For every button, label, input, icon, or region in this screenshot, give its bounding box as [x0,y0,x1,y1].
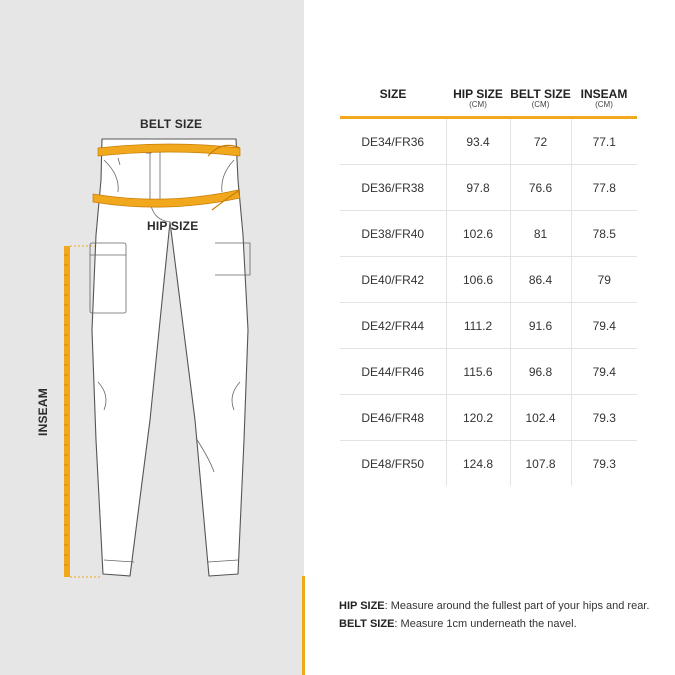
pants-illustration [0,0,304,675]
cell-hip: 93.4 [446,118,510,165]
header-size: SIZE [379,87,407,101]
cell-size: DE48/FR50 [361,456,425,471]
cell-hip: 115.6 [446,349,510,395]
hip-note-text: : Measure around the fullest part of your hips and rear. [384,600,650,612]
cell-hip: 106.6 [446,257,510,303]
cell-size: DE40/FR42 [361,272,425,287]
cell-belt: 96.8 [510,349,571,395]
table-row [340,395,637,441]
table-row [340,349,637,395]
accent-divider [302,576,305,675]
table-row [340,441,637,487]
cell-size: DE44/FR46 [361,364,425,379]
measurement-notes [339,597,659,633]
table-row [340,257,637,303]
cell-belt: 86.4 [510,257,571,303]
cell-belt: 81 [510,211,571,257]
cell-belt: 107.8 [510,441,571,487]
cell-belt: 102.4 [510,395,571,441]
header-hip-size: HIP SIZE (CM) [453,87,503,109]
cell-hip: 102.6 [446,211,510,257]
cell-belt: 76.6 [510,165,571,211]
cell-hip: 124.8 [446,441,510,487]
hip-size-label: HIP SIZE [147,219,199,233]
cell-inseam: 79.3 [571,441,637,487]
cell-inseam: 79.4 [571,303,637,349]
hip-note [339,597,659,615]
table-row [340,211,637,257]
cell-inseam: 78.5 [571,211,637,257]
belt-note-term: BELT SIZE [339,618,395,630]
cell-size: DE42/FR44 [361,318,425,333]
cell-hip: 97.8 [446,165,510,211]
cell-inseam: 79.4 [571,349,637,395]
cell-belt: 91.6 [510,303,571,349]
inseam-label: INSEAM [36,388,50,436]
cell-hip: 111.2 [446,303,510,349]
cell-size: DE34/FR36 [361,134,425,149]
cell-inseam: 77.1 [571,118,637,165]
cell-size: DE36/FR38 [361,180,425,195]
cell-size: DE38/FR40 [361,226,425,241]
cell-hip: 120.2 [446,395,510,441]
hip-note-term: HIP SIZE [339,600,385,612]
table-row [340,303,637,349]
cell-inseam: 79 [571,257,637,303]
table-row [340,118,637,165]
cell-size: DE46/FR48 [361,410,425,425]
cell-belt: 72 [510,118,571,165]
table-header-row [340,88,637,118]
table-row [340,165,637,211]
cell-inseam: 77.8 [571,165,637,211]
header-inseam: INSEAM (CM) [580,87,628,109]
size-chart-table [340,88,637,486]
header-belt-size: BELT SIZE (CM) [510,87,571,109]
belt-note [339,615,659,633]
belt-size-label: BELT SIZE [140,117,203,131]
cell-inseam: 79.3 [571,395,637,441]
belt-note-text: : Measure 1cm underneath the navel. [394,618,577,630]
